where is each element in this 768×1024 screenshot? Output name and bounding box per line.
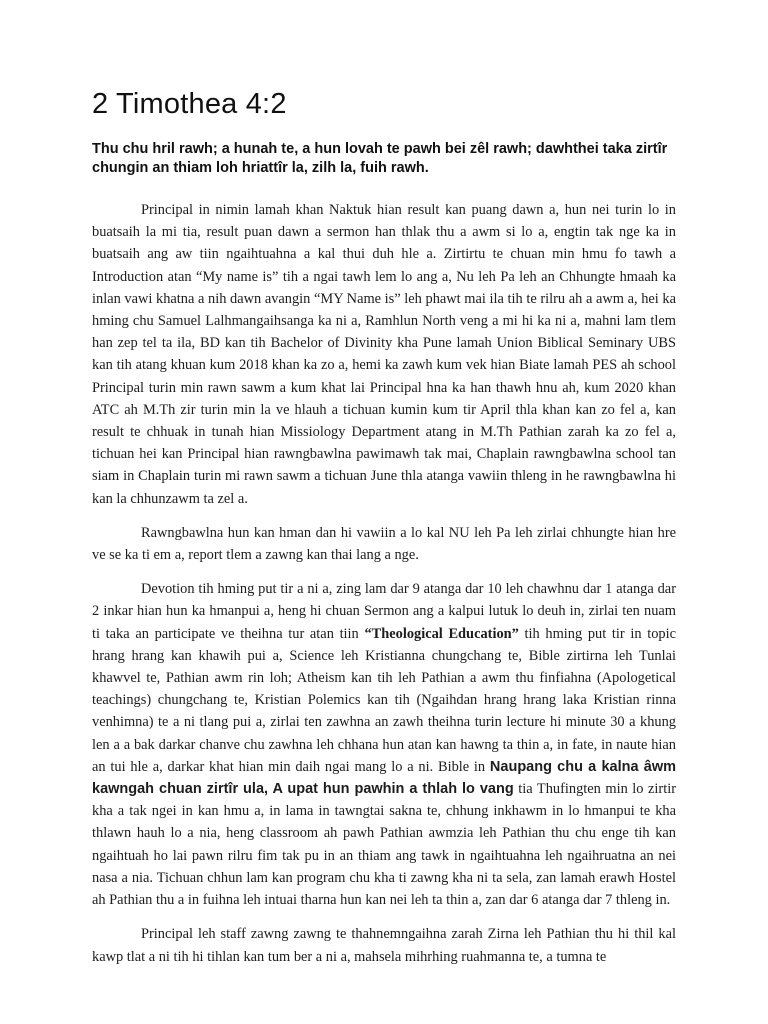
theological-education-emphasis: “Theological Education” xyxy=(364,625,519,642)
scripture-verse: Thu chu hril rawh; a hunah te, a hun lovah te pawh bei zêl rawh; dawhthei taka zirtîr chungin an thiam loh hriattîr la, zilh la, fuih rawh. xyxy=(92,141,668,176)
paragraph-3-text-a: Devotion tih hming put tir a ni a, zing lam dar 9 atanga dar 10 leh chawhnu dar 1 atanga dar 2 inkar hian hun ka hmanpui a, heng hi chuan Sermon ang a kalpui lutuk lo deuh in, zirlai ten nuam ti taka an participate ve theihna tur atan tiin xyxy=(92,581,676,642)
paragraph-3-text-c: tia Thufingten min lo zirtir kha a tak ngei in kan hmu a, in lama in tawngtai sakna te, chhung inkhawm in lo hmanpui te kha thlawn hauh lo a nia, heng classroom ah pawh Pathian awmzia leh Pathian thu chu enge tih kan ngaihtuah ho lai pawn rilru fim tak pu in an thiam ang tawk in ngaihtuahna leh ngaihruatna an nei nasa a nia. Tichuan chhun lam kan program chu kha ti zawng kha ni ta sela, zan lamah erawh Hostel ah Pathian thu a in fuihna leh intuai tharna hun kan nei leh ta thin a, zan dar 6 atanga dar 7 thleng in. xyxy=(92,781,677,909)
bible-verse-emphasis: Naupang chu a kalna âwm kawngah chuan zirtîr ula, A upat hun pawhin a thlah lo vang xyxy=(92,758,676,798)
paragraph-1: Principal in nimin lamah khan Naktuk hian result kan puang dawn a, hun nei turin lo in buatsaih la mi tia, result puan dawn a sermon han thlak thu a awm si lo a, engtin tak nge ka in buatsaih ang aw tiin ngaihtuahna a kal thui duh hle a. Zirtirtu te chuan min hmu fo tawh a Introduction atan “My name is” tih a ngai tawh lem lo ang a, Nu leh Pa leh an Chhungte hmaah ka inlan vawi khatna a nih dawn avangin “MY Name is” leh phawt mai ila tih te rilru ah a awm a, hei ka hming chu Samuel Lalhmangaihsanga ka ni a, Ramhlun North veng a mi hi ka ni a, mahni lam tlem han zep tel ta ila, BD kan tih Bachelor of Divinity kha Pune lamah Union Biblical Seminary UBS kan tih atang khuan kum 2018 khan ka zo a, hemi ka zawh kum vek hian Biate lamah PES ah school Principal turin min rawn sawm a kum khat lai Principal hna ka han thawh hnu ah, kum 2020 khan ATC ah M.Th zir turin min la ve hlauh a tichuan kumin kum tir April thla khan kan zo fel a, kan result te chhuak in tunah hian Missiology Department atang in M.Th Pathian zarah ka zo fel a, tichuan hei kan Principal hian rawngbawlna pawimawh tak mai, Chaplain rawngbawlna school tan siam in Chaplain turin mi rawn sawm a tichuan June thla atanga vawiin thleng in he rawngbawlna hi kan la chhunzawm ta zel a. xyxy=(92,202,676,507)
paragraph-4: Principal leh staff zawng zawng te thahnemngaihna zarah Zirna leh Pathian thu hi thil kal kawp tlat a ni tih hi tihlan kan tum ber a ni a, mahsela mihrhing ruahmanna te, a tumna te xyxy=(92,926,676,965)
paragraph-2: Rawngbawlna hun kan hman dan hi vawiin a lo kal NU leh Pa leh zirlai chhungte hian hre ve se ka ti em a, report tlem a zawng kan thai lang a nge. xyxy=(92,524,676,564)
page-title: 2 Timothea 4:2 xyxy=(92,88,287,120)
paragraph-3-text-b: tih hming put tir in topic hrang hrang kan khawih pui a, Science leh Kristianna chungchang te, Bible zirtirna leh Tunlai khawvel te, Pathian awm rin loh; Atheism kan tih leh Pathian a awm thu finfiahna (Apologetical teachings) chungchang te, Kristian Polemics kan tih (Ngaihdan hrang hrang laka Kristian rinna venhimna) te a ni tlang pui a, zirlai ten zawhna an zawh theihna turin lecture hi minute 30 a khung len a a bak darkar chanve chu zawhna leh chhana hun atan kan hawng ta thin a, in fate, in naute hian an tui hle a, darkar khat hian min daih ngai mang lo a ni. Bible in xyxy=(92,625,677,775)
paragraph-3 xyxy=(92,578,676,911)
